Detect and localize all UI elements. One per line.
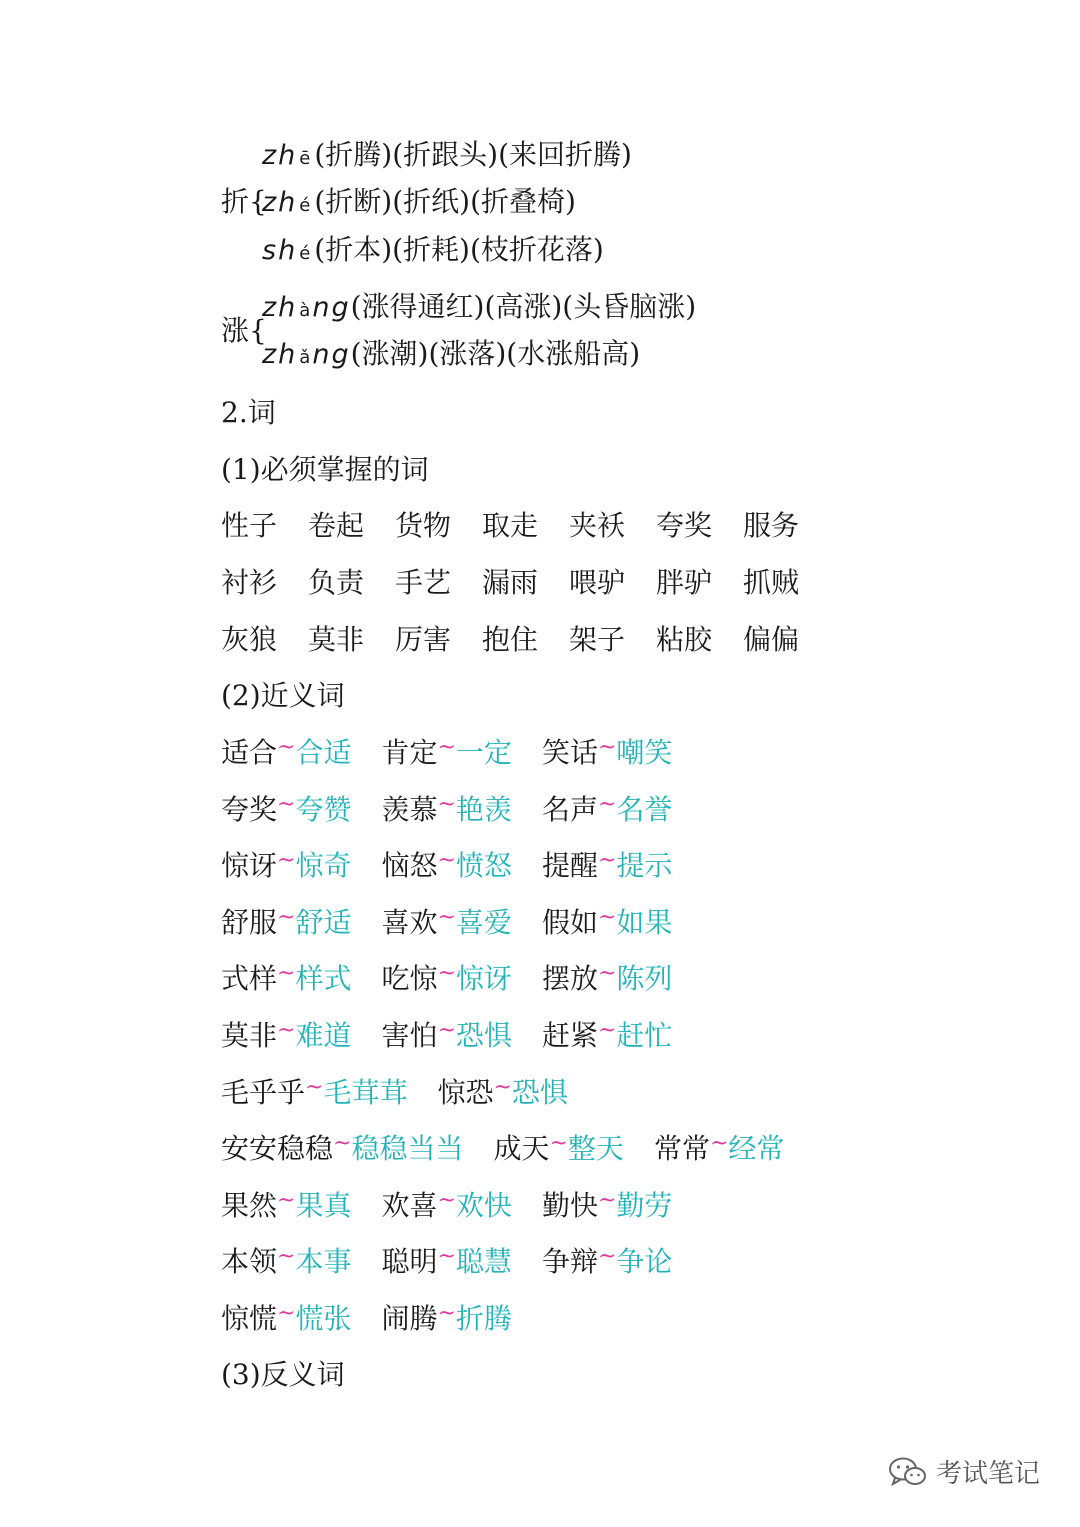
tilde-mark: ~ <box>549 1131 568 1156</box>
synonym-word: 毛茸茸 <box>323 1076 408 1109</box>
word: 争辩 <box>541 1245 598 1278</box>
synonym-row <box>221 733 702 776</box>
section-title: 2.词 <box>221 396 276 429</box>
reading-zhe-2: zh é (折断)(折纸)(折叠椅) <box>262 185 576 218</box>
synonym-word: 整天 <box>567 1132 624 1165</box>
wechat-icon <box>888 1455 928 1489</box>
watermark <box>888 1453 1040 1490</box>
word: 抱住 <box>482 623 539 656</box>
tilde-mark: ~ <box>437 848 456 873</box>
word: 惊恐 <box>437 1076 494 1109</box>
word: 恼怒 <box>381 849 438 882</box>
synonym-pair <box>542 790 672 833</box>
synonym-pair <box>542 1242 672 1285</box>
word: 惊慌 <box>221 1302 278 1335</box>
word: 摆放 <box>541 962 598 995</box>
tilde-mark: ~ <box>597 735 617 760</box>
word: 笑话 <box>541 736 598 769</box>
tilde-mark: ~ <box>333 1131 352 1156</box>
tilde-mark: ~ <box>277 735 296 760</box>
word-row <box>221 506 830 546</box>
synonym-pair <box>221 1299 351 1342</box>
brace-icon: { <box>249 314 267 347</box>
word: 灰狼 <box>221 623 278 656</box>
synonym-pair <box>221 1129 463 1172</box>
synonym-word: 合适 <box>295 736 352 769</box>
synonym-pair <box>542 959 672 1002</box>
synonym-word: 慌张 <box>295 1302 352 1335</box>
synonym-pair <box>221 733 351 776</box>
word: 式样 <box>221 962 278 995</box>
word: 夸奖 <box>221 793 278 826</box>
synonym-word: 经常 <box>728 1132 785 1165</box>
tilde-mark: ~ <box>493 1075 512 1100</box>
tilde-mark: ~ <box>305 1075 324 1100</box>
word: 果然 <box>221 1189 278 1222</box>
word: 成天 <box>493 1132 550 1165</box>
tilde-mark: ~ <box>277 1018 296 1043</box>
synonym-pair <box>493 1129 623 1172</box>
word: 架子 <box>569 623 626 656</box>
tilde-mark: ~ <box>437 792 456 817</box>
tilde-mark: ~ <box>437 735 456 760</box>
synonym-pair <box>381 733 511 776</box>
word: 提醒 <box>541 849 598 882</box>
synonym-row <box>221 1299 542 1342</box>
tilde-mark: ~ <box>437 1018 456 1043</box>
synonym-row <box>221 846 702 889</box>
synonym-word: 嘲笑 <box>616 736 673 769</box>
synonym-row <box>221 903 702 946</box>
synonym-pair <box>381 959 511 1002</box>
synonym-pair <box>221 846 351 889</box>
synonym-row <box>221 1186 702 1229</box>
synonym-word: 本事 <box>295 1245 352 1278</box>
synonym-word: 陈列 <box>616 962 673 995</box>
synonym-word: 如果 <box>616 906 673 939</box>
word: 欢喜 <box>381 1189 438 1222</box>
antonyms-title: (3)反义词 <box>221 1358 345 1391</box>
word: 安安稳稳 <box>221 1132 334 1165</box>
synonym-row <box>221 790 702 833</box>
synonym-pair <box>381 903 511 946</box>
tilde-mark: ~ <box>597 961 617 986</box>
tilde-mark: ~ <box>277 1301 296 1326</box>
word: 取走 <box>482 509 539 542</box>
synonym-word: 聪慧 <box>455 1245 512 1278</box>
synonym-word: 惊奇 <box>295 849 352 882</box>
synonym-pair <box>381 1299 511 1342</box>
word: 粘胶 <box>656 623 713 656</box>
synonym-pair <box>542 846 672 889</box>
synonym-pair <box>221 1073 407 1116</box>
synonym-pair <box>542 903 672 946</box>
tilde-mark: ~ <box>437 1244 456 1269</box>
synonym-row <box>221 1016 702 1059</box>
word: 毛乎乎 <box>221 1076 306 1109</box>
tilde-mark: ~ <box>597 1244 617 1269</box>
synonym-row <box>221 1129 814 1172</box>
polyphone-char-zhang: 涨 <box>221 314 250 347</box>
synonym-pair <box>381 1016 511 1059</box>
word: 卷起 <box>308 509 365 542</box>
word: 吃惊 <box>381 962 438 995</box>
synonym-pair <box>542 1186 672 1229</box>
word: 性子 <box>221 509 278 542</box>
synonym-word: 赶忙 <box>616 1019 673 1052</box>
word: 常常 <box>653 1132 710 1165</box>
synonym-word: 样式 <box>295 962 352 995</box>
synonym-word: 稳稳当当 <box>351 1132 464 1165</box>
tilde-mark: ~ <box>277 905 296 930</box>
synonym-pair <box>654 1129 784 1172</box>
tilde-mark: ~ <box>709 1131 729 1156</box>
tilde-mark: ~ <box>277 1244 296 1269</box>
word: 偏偏 <box>743 623 800 656</box>
synonym-word: 勤劳 <box>616 1189 673 1222</box>
synonym-pair <box>381 1242 511 1285</box>
synonym-word: 艳羡 <box>455 793 512 826</box>
synonym-word: 果真 <box>295 1189 352 1222</box>
word: 肯定 <box>381 736 438 769</box>
synonyms-title: (2)近义词 <box>221 679 345 712</box>
synonym-word: 难道 <box>295 1019 352 1052</box>
must-know-title: (1)必须掌握的词 <box>221 453 429 486</box>
word: 害怕 <box>381 1019 438 1052</box>
tilde-mark: ~ <box>597 1188 617 1213</box>
tilde-mark: ~ <box>437 1301 456 1326</box>
synonym-pair <box>221 1186 351 1229</box>
synonym-pair <box>381 790 511 833</box>
word: 莫非 <box>221 1019 278 1052</box>
word: 喂驴 <box>569 566 626 599</box>
synonym-word: 恐惧 <box>455 1019 512 1052</box>
word: 负责 <box>308 566 365 599</box>
word: 手艺 <box>395 566 452 599</box>
synonym-pair <box>542 1016 672 1059</box>
synonym-row <box>221 1073 598 1116</box>
synonym-word: 提示 <box>616 849 673 882</box>
polyphone-char-zhe: 折 <box>221 185 250 218</box>
word: 夹袄 <box>569 509 626 542</box>
tilde-mark: ~ <box>437 1188 456 1213</box>
word: 漏雨 <box>482 566 539 599</box>
word: 闹腾 <box>381 1302 438 1335</box>
word: 抓贼 <box>743 566 800 599</box>
word: 适合 <box>221 736 278 769</box>
synonym-row <box>221 1242 702 1285</box>
synonym-word: 惊讶 <box>455 962 512 995</box>
tilde-mark: ~ <box>277 961 296 986</box>
synonym-word: 舒适 <box>295 906 352 939</box>
word: 假如 <box>541 906 598 939</box>
tilde-mark: ~ <box>597 905 617 930</box>
synonym-word: 欢快 <box>455 1189 512 1222</box>
word: 羡慕 <box>381 793 438 826</box>
synonym-pair <box>381 1186 511 1229</box>
word: 货物 <box>395 509 452 542</box>
reading-zhang-2: zh ǎng(涨潮)(涨落)(水涨船高) <box>262 337 641 370</box>
synonym-word: 愤怒 <box>455 849 512 882</box>
synonym-pair <box>221 903 351 946</box>
word-row <box>221 563 830 603</box>
reading-zhang-1: zh àng(涨得通红)(高涨)(头昏脑涨) <box>262 290 697 323</box>
brace-icon: { <box>249 185 267 218</box>
synonym-pair <box>221 1242 351 1285</box>
word: 聪明 <box>381 1245 438 1278</box>
synonym-word: 夸赞 <box>295 793 352 826</box>
word: 惊讶 <box>221 849 278 882</box>
synonym-word: 恐惧 <box>511 1076 568 1109</box>
synonym-word: 折腾 <box>455 1302 512 1335</box>
synonym-pair <box>542 733 672 776</box>
word: 本领 <box>221 1245 278 1278</box>
word-row <box>221 620 830 660</box>
word: 勤快 <box>541 1189 598 1222</box>
synonym-word: 一定 <box>455 736 512 769</box>
synonym-word: 名誉 <box>616 793 673 826</box>
word: 莫非 <box>308 623 365 656</box>
tilde-mark: ~ <box>597 1018 617 1043</box>
synonym-word: 喜爱 <box>455 906 512 939</box>
tilde-mark: ~ <box>597 792 617 817</box>
word: 胖驴 <box>656 566 713 599</box>
tilde-mark: ~ <box>277 792 296 817</box>
word: 厉害 <box>395 623 452 656</box>
tilde-mark: ~ <box>437 961 456 986</box>
synonym-pair <box>381 846 511 889</box>
word: 衬衫 <box>221 566 278 599</box>
watermark-text: 考试笔记 <box>936 1459 1041 1489</box>
synonym-pair <box>437 1073 567 1116</box>
synonym-pair <box>221 1016 351 1059</box>
word: 喜欢 <box>381 906 438 939</box>
synonym-word: 争论 <box>616 1245 673 1278</box>
synonym-pair <box>221 790 351 833</box>
word: 舒服 <box>221 906 278 939</box>
reading-zhe-3: sh é (折本)(折耗)(枝折花落) <box>262 233 604 266</box>
word: 赶紧 <box>541 1019 598 1052</box>
synonym-pair <box>221 959 351 1002</box>
tilde-mark: ~ <box>277 1188 296 1213</box>
tilde-mark: ~ <box>597 848 617 873</box>
word: 夸奖 <box>656 509 713 542</box>
word: 服务 <box>743 509 800 542</box>
synonym-row <box>221 959 702 1002</box>
word: 名声 <box>541 793 598 826</box>
reading-zhe-1: zh ē (折腾)(折跟头)(来回折腾) <box>262 138 632 171</box>
tilde-mark: ~ <box>277 848 296 873</box>
tilde-mark: ~ <box>437 905 456 930</box>
